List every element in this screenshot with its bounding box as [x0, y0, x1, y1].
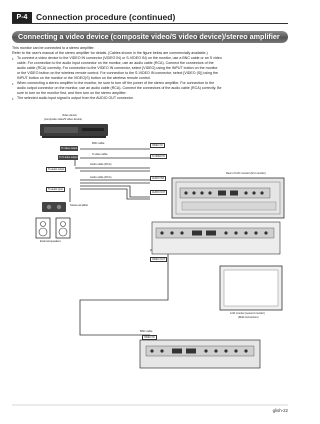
- page-number: glish-22: [272, 408, 288, 413]
- intro-line: This monitor can be connected to a stereo amplifier.: [12, 46, 95, 50]
- to-video-output-tag: To video output: [61, 147, 78, 150]
- audio-cable-label-2: Audio cable (RCA): [90, 176, 112, 179]
- bullet-line: or the VIDEO button on the wireless remote control. For connection to the S-VIDEO IN connector, select [VIDEO (S)] using the: [17, 71, 218, 75]
- s-video-cable-label: S video cable: [92, 153, 108, 156]
- external-speakers-label: External speakers: [40, 240, 61, 243]
- bullet-line: audio output connector on the monitor, use an audio cable (RCA). Connect the connectors of the audio cable (RCA) correctly. Be: [17, 86, 222, 90]
- audio-out-tag: AUDIO OUT: [152, 191, 166, 194]
- video-device-sublabel: (composite video/S video device): [44, 118, 83, 121]
- lcd-second-illustration: [220, 266, 282, 310]
- to-audio-input-tag: To audio input: [48, 188, 63, 191]
- stereo-amplifier-illustration: [42, 202, 66, 212]
- section-title: Connection procedure (continued): [36, 12, 176, 22]
- bullet-marker: •: [12, 96, 14, 101]
- bullet-line: cable. For connection to the audio input connector on the monitor, use an audio cable (RCA). Connect the connectors of the: [17, 61, 214, 65]
- audio-cable-label-1: Audio cable (RCA): [90, 163, 112, 166]
- video-device-illustration: [40, 124, 108, 138]
- second-monitor-sublabel: (Multi connection): [238, 316, 259, 319]
- second-monitor-label: LCD monitor (second monitor): [230, 312, 265, 315]
- lcd-rear-illustration: [150, 178, 300, 260]
- bullet-marker: •: [12, 81, 14, 86]
- video-device-label: Video device: [62, 114, 77, 117]
- to-s-video-output-tag: To S video output: [59, 156, 78, 159]
- section-tag: P-4: [12, 12, 32, 23]
- bullet-line: When connecting a stereo amplifier to the monitor, be sure to turn off the power of the stereo amplifier. For connection to the: [17, 81, 215, 85]
- external-speakers-illustration: [36, 218, 70, 238]
- video-out-tag: VIDEO OUT: [152, 258, 166, 261]
- bnc-cable-label-2: BNC cable: [140, 330, 153, 333]
- audio-in-tag: AUDIO IN3: [152, 177, 164, 180]
- video-in-tag: VIDEO IN: [152, 144, 163, 147]
- bullet-line: audio cable (RCA) correctly. For connection to the VIDEO IN connector, select [VIDEO] using the INPUT button on the monitor: [17, 66, 218, 70]
- bullet-line: The selected audio input signal is output from the AUDIO OUT connector.: [17, 96, 134, 100]
- s-video-in-tag: S-VIDEO IN: [152, 155, 165, 158]
- bullet-marker: •: [12, 56, 14, 61]
- bullet-line: sure to turn on the monitor first, and then turn on the stereo amplifier.: [17, 91, 127, 95]
- intro-line: Refer to the user's manual of the stereo amplifier for details. (Cables shown in the figure below are commercially available.): [12, 51, 208, 55]
- subsection-title: Connecting a video device (composite video/S video device)/stereo amplifier: [18, 32, 280, 41]
- bullet-line: To connect a video device to the VIDEO IN connector (VIDEO IN) or S-VIDEO IN) on the monitor, use a BNC cable or an S video: [17, 56, 222, 60]
- to-audio-output-tag: To audio output: [48, 168, 65, 171]
- stereo-amplifier-label: Stereo amplifier: [70, 204, 89, 207]
- rear-monitor-label: Rear of LCD monitor (first monitor): [226, 172, 266, 175]
- video-in-tag-2: VIDEO IN: [144, 336, 155, 339]
- bnc-cable-label: BNC cable: [92, 142, 105, 145]
- lcd-second-rear-illustration: [140, 340, 260, 368]
- bullet-line: INPUT button on the monitor or the VIDEO(S) button on the wireless remote control.: [17, 76, 151, 80]
